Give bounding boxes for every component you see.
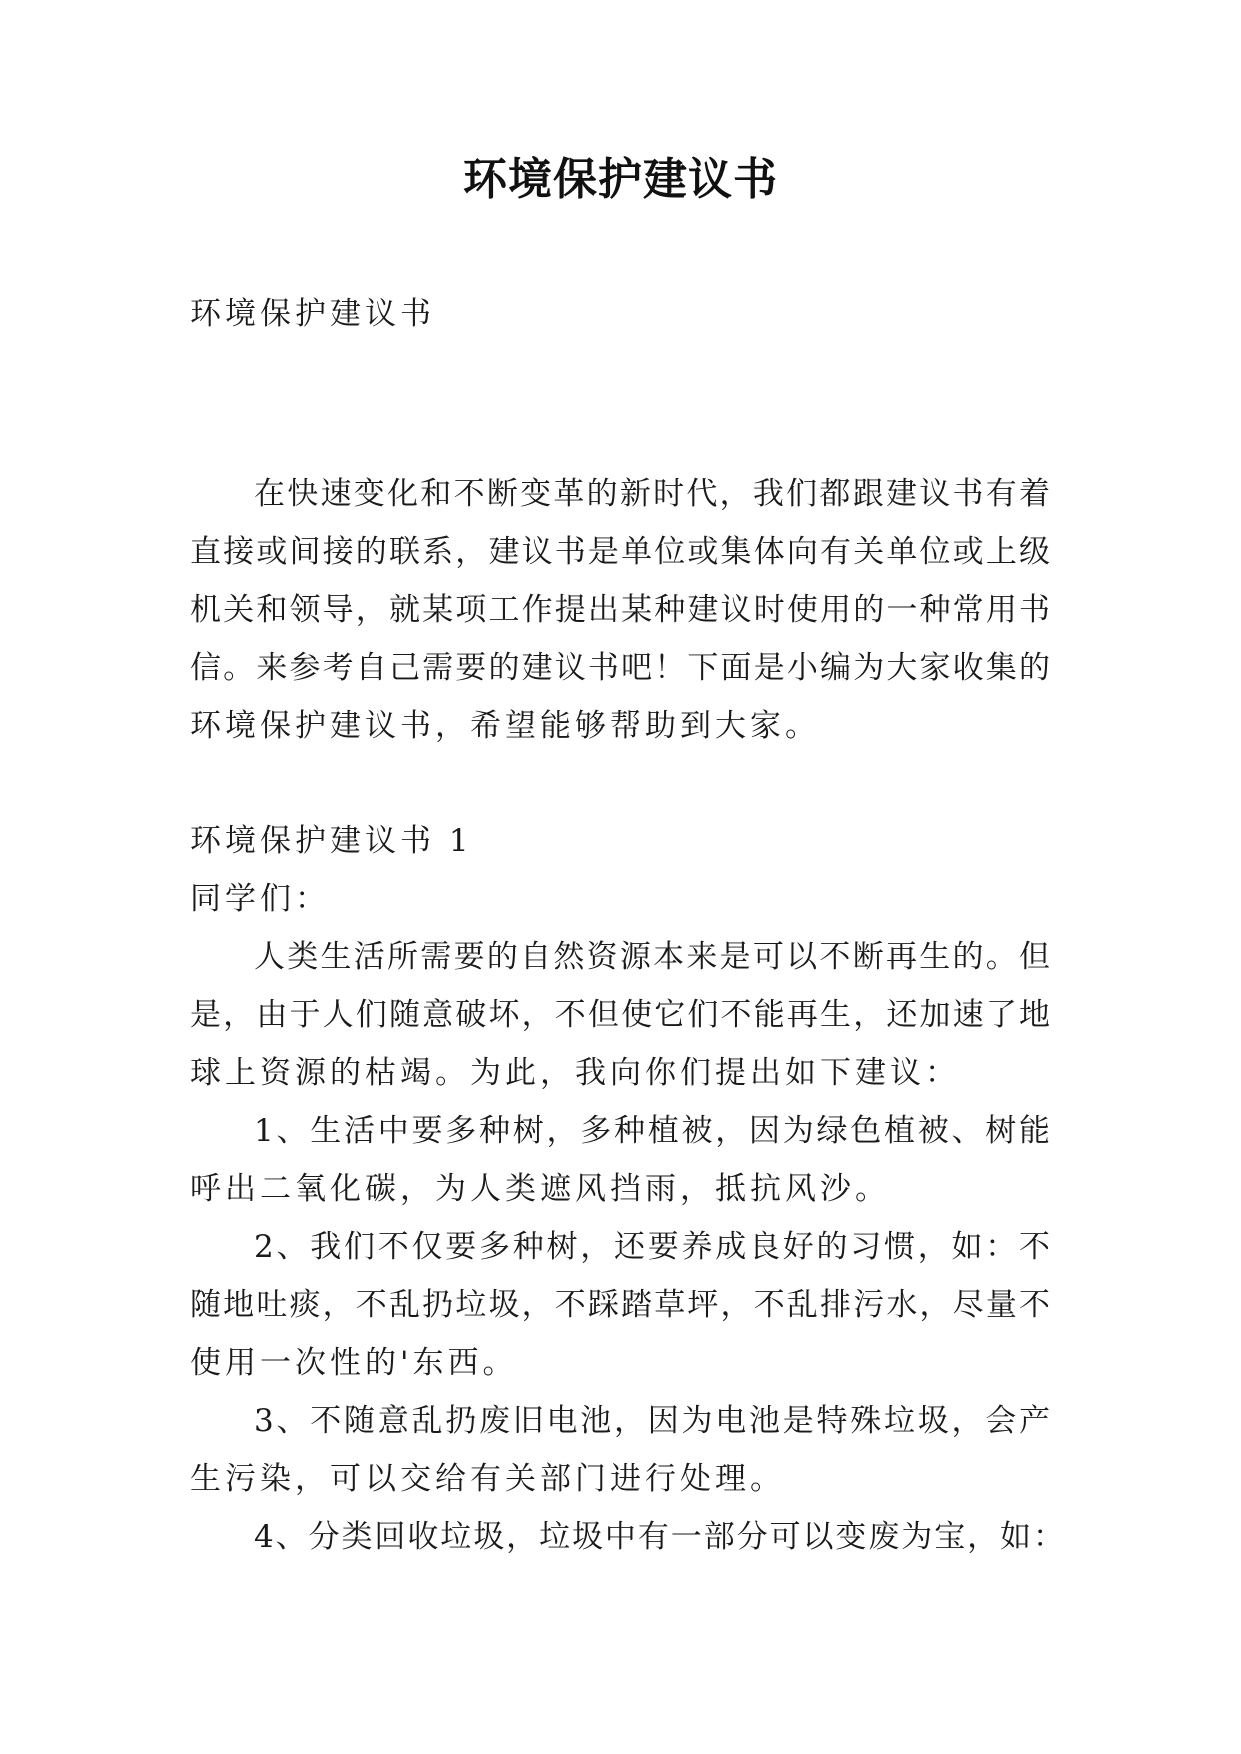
paragraph-line: 人类生活所需要的自然资源本来是可以不断再生的。但 bbox=[254, 939, 1050, 975]
suggestion-item-2: 2、我们不仅要多种树，还要养成良好的习惯，如：不 bbox=[254, 1229, 1050, 1265]
section-heading: 环境保护建议书 1 bbox=[190, 823, 473, 859]
suggestion-item-2: 使用一次性的'东西。 bbox=[190, 1345, 518, 1381]
suggestion-item-4: 4、分类回收垃圾，垃圾中有一部分可以变废为宝，如： bbox=[254, 1519, 1064, 1555]
intro-line: 在快速变化和不断变革的新时代，我们都跟建议书有着 bbox=[254, 476, 1050, 512]
paragraph-line: 球上资源的枯竭。为此，我向你们提出如下建议： bbox=[190, 1055, 960, 1091]
intro-line: 机关和领导，就某项工作提出某种建议时使用的一种常用书 bbox=[190, 592, 1050, 628]
document-title: 环境保护建议书 bbox=[463, 154, 778, 205]
suggestion-item-2: 随地吐痰，不乱扔垃圾，不踩踏草坪，不乱排污水，尽量不 bbox=[190, 1287, 1050, 1323]
suggestion-item-1: 1、生活中要多种树，多种植被，因为绿色植被、树能 bbox=[254, 1113, 1050, 1149]
suggestion-item-1: 呼出二氧化碳，为人类遮风挡雨，抵抗风沙。 bbox=[190, 1171, 890, 1207]
suggestion-item-3: 3、不随意乱扔废旧电池，因为电池是特殊垃圾，会产 bbox=[254, 1403, 1050, 1439]
greeting: 同学们： bbox=[190, 881, 330, 917]
document-subtitle: 环境保护建议书 bbox=[190, 296, 435, 332]
intro-line: 信。来参考自己需要的建议书吧！下面是小编为大家收集的 bbox=[190, 650, 1050, 686]
suggestion-item-3: 生污染，可以交给有关部门进行处理。 bbox=[190, 1461, 785, 1497]
paragraph-line: 是，由于人们随意破坏，不但使它们不能再生，还加速了地 bbox=[190, 997, 1050, 1033]
intro-line: 环境保护建议书，希望能够帮助到大家。 bbox=[190, 708, 820, 744]
intro-line: 直接或间接的联系，建议书是单位或集体向有关单位或上级 bbox=[190, 534, 1050, 570]
